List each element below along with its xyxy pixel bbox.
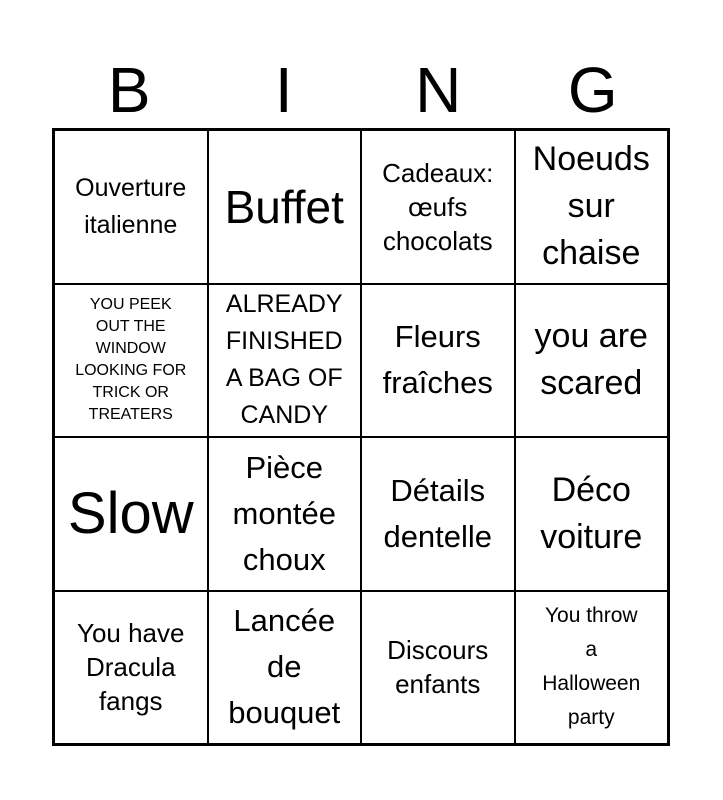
header-letter-g: G — [567, 54, 618, 126]
bingo-cell-9[interactable] — [54, 437, 208, 591]
cell-text: Pièce montée choux — [232, 449, 336, 577]
cell-text: You have Dracula fangs — [77, 618, 185, 717]
cell-text: You throw a Halloween party — [542, 604, 641, 730]
bingo-cell-4[interactable] — [515, 130, 669, 284]
cell-text: YOU PEEK OUT THE WINDOW LOOKING FOR TRICK OR TREATERS — [75, 296, 187, 424]
cell-text: Discours enfants — [387, 635, 489, 700]
cell-text: Fleurs fraîches — [382, 319, 493, 401]
bingo-grid — [52, 128, 670, 746]
bingo-cell-11[interactable] — [361, 437, 515, 591]
bingo-cell-13[interactable] — [54, 591, 208, 745]
bingo-cell-16[interactable] — [515, 591, 669, 745]
bingo-cell-7[interactable] — [361, 284, 515, 438]
bingo-cell-10[interactable] — [208, 437, 362, 591]
cell-text: Lancée de bouquet — [228, 603, 341, 731]
bingo-cell-5[interactable] — [54, 284, 208, 438]
bingo-cell-2[interactable] — [208, 130, 362, 284]
header-letter-i: I — [274, 54, 293, 126]
bingo-header — [52, 52, 670, 128]
bingo-cell-15[interactable] — [361, 591, 515, 745]
cell-text: Détails dentelle — [383, 472, 493, 554]
bingo-cell-3[interactable] — [361, 130, 515, 284]
cell-text: Cadeaux: œufs chocolats — [382, 157, 494, 256]
cell-text: Déco voiture — [540, 470, 643, 556]
bingo-cell-8[interactable] — [515, 284, 669, 438]
header-letter-b: B — [107, 54, 151, 126]
cell-text: ALREADY FINISHED A BAG OF CANDY — [225, 290, 343, 430]
header-letter-n: N — [415, 54, 462, 126]
bingo-cell-6[interactable] — [208, 284, 362, 438]
cell-text: you are scared — [534, 317, 648, 403]
cell-text: Slow — [67, 480, 194, 546]
bingo-cell-14[interactable] — [208, 591, 362, 745]
cell-text: Buffet — [224, 180, 344, 233]
bingo-cell-12[interactable] — [515, 437, 669, 591]
cell-text: Noeuds sur chaise — [532, 140, 650, 273]
cell-text: Ouverture italienne — [75, 173, 187, 239]
bingo-cell-1[interactable] — [54, 130, 208, 284]
